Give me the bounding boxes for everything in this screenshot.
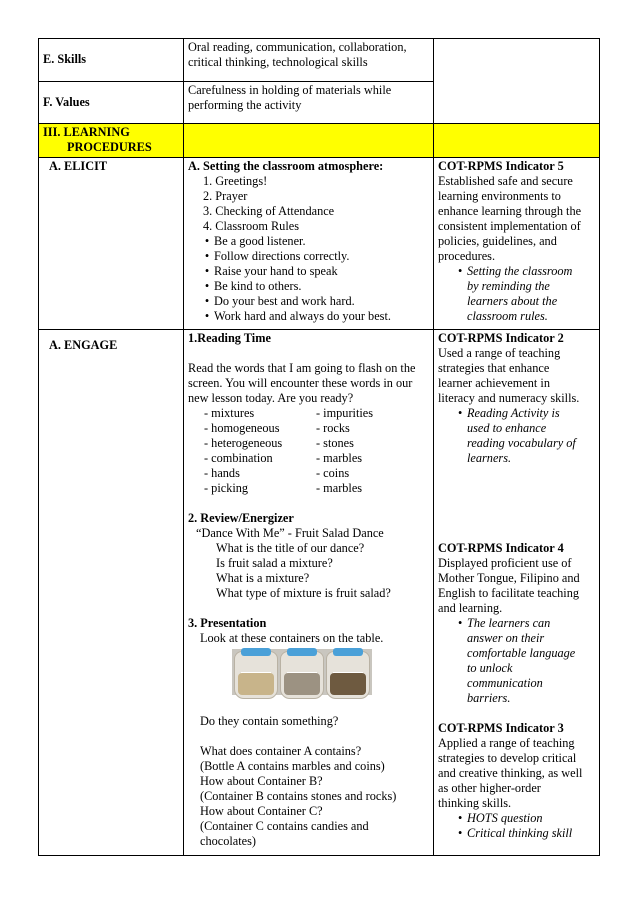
elicit-step: 2. Prayer <box>203 189 248 203</box>
indicator-line: procedures. <box>438 249 496 263</box>
containers-image <box>232 649 372 695</box>
indicator-line: and learning. <box>438 601 503 615</box>
indicator-line: strategies to develop critical <box>438 751 577 765</box>
rule-item: • Work hard and always do your best. <box>188 309 429 324</box>
review-title: 2. Review/Energizer <box>188 511 294 525</box>
rule-item: • Do your best and work hard. <box>188 294 429 309</box>
presentation-line: chocolates) <box>200 834 256 848</box>
rule-item: • Be kind to others. <box>188 279 429 294</box>
reading-text-line: screen. You will encounter these words in our <box>188 376 413 390</box>
learning-procedures-empty <box>434 124 600 158</box>
vocab-word: - marbles <box>316 451 363 465</box>
skills-line: critical thinking, technological skills <box>188 55 368 69</box>
containers-photo <box>188 649 429 695</box>
elicit-label: A. ELICIT <box>39 158 184 330</box>
indicator-line: literacy and numeracy skills. <box>438 391 580 405</box>
indicator-bullet: • HOTS question <box>438 811 595 826</box>
indicator-line: Established safe and secure <box>438 174 573 188</box>
indicator-line: learner achievement in <box>438 376 550 390</box>
indicator-line: enhance learning through the <box>438 204 582 218</box>
values-line: performing the activity <box>188 98 302 112</box>
review-question: What is a mixture? <box>216 571 310 585</box>
bullet-icon: • <box>204 249 210 263</box>
indicator-line: strategies that enhance <box>438 361 550 375</box>
vocab-word: - homogeneous <box>204 421 280 435</box>
elicit-step: 1. Greetings! <box>203 174 268 188</box>
indicator4-title: COT-RPMS Indicator 4 <box>438 541 564 555</box>
presentation-line: (Container C contains candies and <box>200 819 369 833</box>
indicator-line: thinking skills. <box>438 796 512 810</box>
values-line: Carefulness in holding of materials while <box>188 83 392 97</box>
bullet-icon: • <box>457 811 463 825</box>
bullet-icon: • <box>457 406 463 420</box>
reading-time-title: 1.Reading Time <box>188 331 271 345</box>
values-label: F. Values <box>39 82 184 124</box>
reading-text-line: new lesson today. Are you ready? <box>188 391 354 405</box>
presentation-line: (Container B contains stones and rocks) <box>200 789 397 803</box>
review-question: Is fruit salad a mixture? <box>216 556 333 570</box>
bullet-icon: • <box>204 309 210 323</box>
review-question: What is the title of our dance? <box>216 541 365 555</box>
bullet-icon: • <box>204 294 210 308</box>
presentation-question: Do they contain something? <box>200 714 339 728</box>
skills-line: Oral reading, communication, collaboration, <box>188 40 407 54</box>
vocab-word: - rocks <box>316 421 350 435</box>
vocab-word: - hands <box>204 466 240 480</box>
indicator-bullet: • Setting the classroom by reminding the learners about the classroom rules. <box>438 264 595 324</box>
elicit-step: 3. Checking of Attendance <box>203 204 335 218</box>
elicit-row <box>39 158 600 330</box>
indicator-bullet: • The learners can answer on their comfortable language to unlock communication barriers. <box>438 616 595 706</box>
learning-label-line1: III. LEARNING <box>43 125 130 139</box>
engage-indicators <box>434 330 600 856</box>
indicator-line: as other higher-order <box>438 781 541 795</box>
vocab-word: - mixtures <box>204 406 255 420</box>
indicator-line: Used a range of teaching <box>438 346 561 360</box>
engage-row <box>39 330 600 856</box>
indicator-bullet: • Reading Activity is used to enhance reading vocabulary of learners. <box>438 406 595 466</box>
bullet-icon: • <box>457 826 463 840</box>
container-c-image <box>326 651 370 699</box>
indicator-title: COT-RPMS Indicator 5 <box>438 159 564 173</box>
bullet-icon: • <box>204 234 210 248</box>
indicator-line: Displayed proficient use of <box>438 556 572 570</box>
vocab-word: - picking <box>204 481 249 495</box>
bullet-icon: • <box>204 264 210 278</box>
reading-text-line: Read the words that I am going to flash on the <box>188 361 416 375</box>
vocab-word: - marbles <box>316 481 363 495</box>
bullet-icon: • <box>204 279 210 293</box>
bullet-icon: • <box>457 616 463 630</box>
rule-item: • Be a good listener. <box>188 234 429 249</box>
review-dance: “Dance With Me” - Fruit Salad Dance <box>196 526 384 540</box>
elicit-indicator <box>434 158 600 330</box>
vocabulary-list <box>188 406 429 496</box>
lesson-plan-page <box>38 38 599 856</box>
bullet-icon: • <box>457 264 463 278</box>
engage-content <box>184 330 434 856</box>
indicator-line: Mother Tongue, Filipino and <box>438 571 580 585</box>
review-question: What type of mixture is fruit salad? <box>216 586 391 600</box>
learning-procedures-empty <box>184 124 434 158</box>
indicator-line: English to facilitate teaching <box>438 586 580 600</box>
learning-procedures-label <box>39 124 184 158</box>
indicator-line: and creative thinking, as well <box>438 766 583 780</box>
indicator-bullet: • Critical thinking skill <box>438 826 595 841</box>
vocab-word: - coins <box>316 466 350 480</box>
vocab-word: - impurities <box>316 406 374 420</box>
presentation-line: (Bottle A contains marbles and coins) <box>200 759 385 773</box>
skills-content <box>184 39 434 82</box>
learning-label-line2: PROCEDURES <box>67 140 152 154</box>
presentation-line: What does container A contains? <box>200 744 362 758</box>
skills-values-empty-cell <box>434 39 600 124</box>
vocab-word: - combination <box>204 451 273 465</box>
engage-label: A. ENGAGE <box>39 330 184 856</box>
vocab-word: - stones <box>316 436 354 450</box>
rule-item: • Raise your hand to speak <box>188 264 429 279</box>
learning-procedures-row <box>39 124 600 158</box>
presentation-text: Look at these containers on the table. <box>200 631 384 645</box>
elicit-content <box>184 158 434 330</box>
indicator-line: policies, guidelines, and <box>438 234 557 248</box>
elicit-heading: A. Setting the classroom atmosphere: <box>188 159 384 173</box>
indicator2-title: COT-RPMS Indicator 2 <box>438 331 564 345</box>
presentation-line: How about Container C? <box>200 804 323 818</box>
skills-label: E. Skills <box>39 39 184 82</box>
values-content <box>184 82 434 124</box>
indicator-line: Applied a range of teaching <box>438 736 575 750</box>
skills-row <box>39 39 600 82</box>
indicator3-title: COT-RPMS Indicator 3 <box>438 721 564 735</box>
presentation-title: 3. Presentation <box>188 616 267 630</box>
rule-item: • Follow directions correctly. <box>188 249 429 264</box>
lesson-plan-table <box>38 38 600 856</box>
elicit-step: 4. Classroom Rules <box>203 219 299 233</box>
container-b-image <box>280 651 324 699</box>
container-a-image <box>234 651 278 699</box>
indicator-line: consistent implementation of <box>438 219 581 233</box>
presentation-line: How about Container B? <box>200 774 323 788</box>
vocab-word: - heterogeneous <box>204 436 283 450</box>
indicator-line: learning environments to <box>438 189 561 203</box>
